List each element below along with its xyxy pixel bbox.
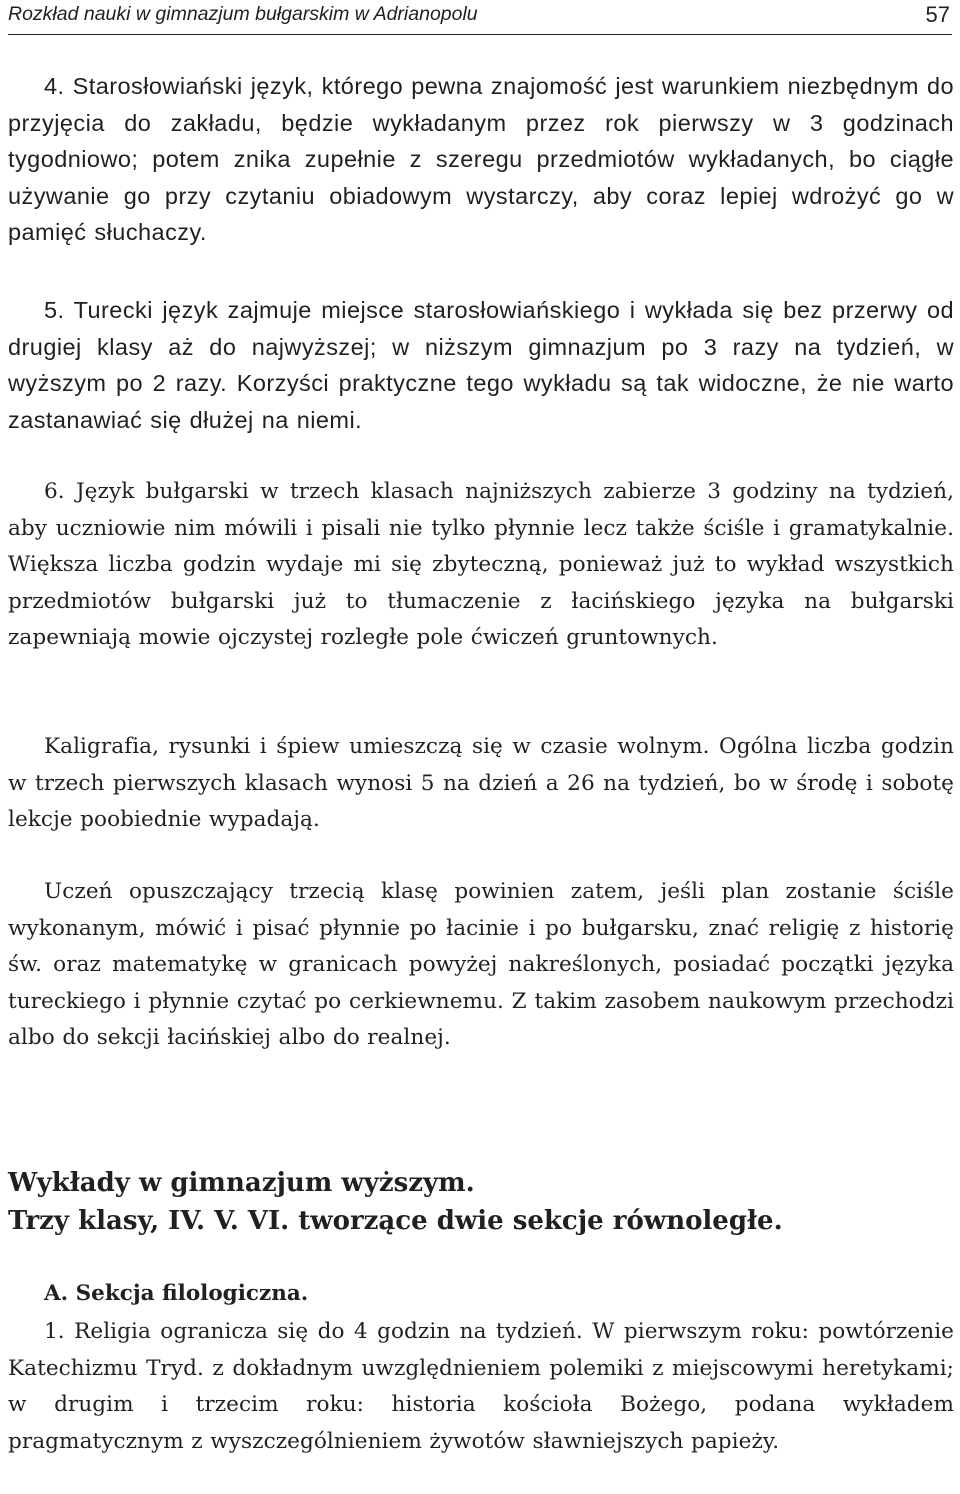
section-heading-wyklady: Wykłady w gimnazjum wyższym. [8,1168,475,1198]
paragraph-bulgarski: 6. Język bułgarski w trzech klasach najniższych zabierze 3 godziny na tydzień, aby uczniowie nim mówili i pisali nie tylko płynnie lecz także ściśle i gramatykalnie. Większa liczba godzin wydaje mi się zbyteczną, ponieważ już to wykład wszystkich przedmiotów bułgarski już to tłumaczenie z łacińskiego języka na bułgarski zapewniają mowie ojczystej rozległe pole ćwiczeń gruntownych. [8,479,954,651]
subsection-heading-filologiczna: A. Sekcja filologiczna. [44,1281,309,1306]
paragraph-religia: 1. Religia ogranicza się do 4 godzin na tydzień. W pierwszym roku: powtórzenie Katechizmu Tryd. z dokładnym uwzględnieniem polemiki z miejscowymi heretykami; w drugim i trzecim roku: historia kościoła Bożego, podana wykładem pragmatycznym z wyszczególnieniem żywotów sławniejszych papieży. [8,1319,954,1454]
page-number: 57 [925,2,950,27]
running-header [8,0,952,35]
paragraph-turecki: 5. Turecki język zajmuje miejsce starosłowiańskiego i wykłada się bez przerwy od drugiej klasy aż do najwyższej; w niższym gimnazjum po 3 razy na tydzień, w wyższym po 2 razy. Korzyści praktyczne tego wykładu są tak widoczne, że nie warto zastanawiać się dłużej na niemi. [8,297,954,433]
running-title: Rozkład nauki w gimnazjum bułgarskim w Adrianopolu [8,3,478,25]
paragraph-staroslowianski: 4. Starosłowiański język, którego pewna znajomość jest warunkiem niezbędnym do przyjęcia do zakładu, będzie wykładanym przez rok pierwszy w 3 godzinach tygodniowo; potem znika zupełnie z szeregu przedmiotów wykładanych, bo ciągłe używanie go przy czytaniu obiadowym wystarczy, aby coraz lepiej wdrożyć go w pamięć słuchaczy. [8,73,954,246]
paragraph-uczen: Uczeń opuszczający trzecią klasę powinien zatem, jeśli plan zostanie ściśle wykonanym, mówić i pisać płynnie po łacinie i po bułgarsku, znać religię z historię św. oraz matematykę w granicach powyżej nakreślonych, posiadać początki języka tureckiego i płynnie czytać po cerkiewnemu. Z takim zasobem naukowym przechodzi albo do sekcji łacińskiej albo do realnej. [8,879,954,1051]
section-heading-trzy-klasy: Trzy klasy, IV. V. VI. tworzące dwie sekcje równoległe. [8,1206,783,1236]
paragraph-kaligrafia: Kaligrafia, rysunki i śpiew umieszczą się w czasie wolnym. Ogólna liczba godzin w trzech pierwszych klasach wynosi 5 na dzień a 26 na tydzień, bo w środę i sobotę lekcje poobiednie wypadają. [8,734,954,833]
